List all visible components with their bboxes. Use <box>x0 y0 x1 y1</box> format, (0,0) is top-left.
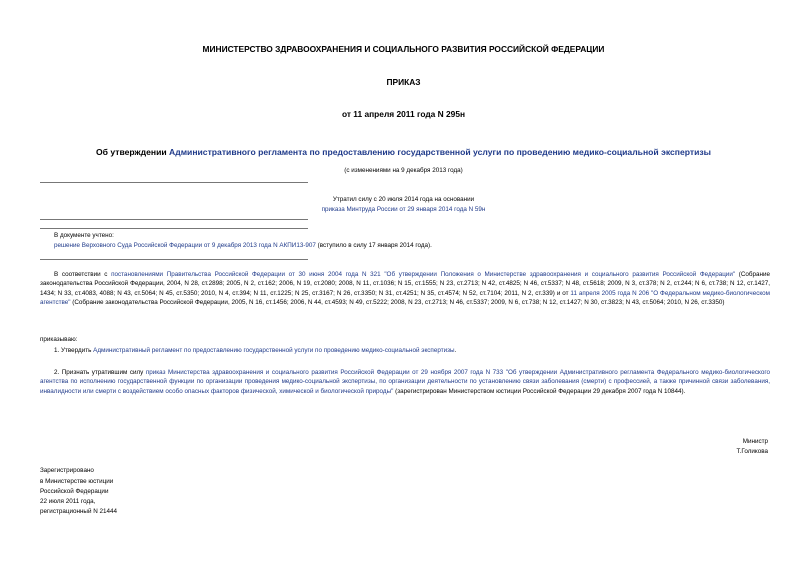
paragraph-basis <box>40 270 770 307</box>
changes-note: (с изменениями на 9 декабря 2013 года) <box>344 167 463 174</box>
doc-date-number: от 11 апреля 2011 года N 295н <box>341 109 466 119</box>
ministry-heading: МИНИСТЕРСТВО ЗДРАВООХРАНЕНИЯ И СОЦИАЛЬНОГО РАЗВИТИЯ РОССИЙСКОЙ ФЕДЕРАЦИИ <box>202 44 605 54</box>
text: (зарегистрирован Министерством юстиции Российской Федерации 29 декабря 2007 года N 10844). <box>393 387 686 395</box>
text: (Собрание законодательства Российской Федерации, 2004, N 28, ст.2898; 2005, N 2, ст.162; 2006, N 19, ст.2080; 2008, N 11, ст.1036; N 15, ст.1555; N 23, ст.2713; N 42, ст.4825; N 46, ст.5337; N 48, ст.5618; 2009, N 3, ст.378; N 2, ст.244; N 6, ст.738; N 12, ст.1427, 1434; N 33, ст.4083, 4088; N 43, ст.5064; N 45, ст.5350; 2010, N 4, ст.394; N 11, ст.1225; N 25, ст.3167; N 26, ст.3350; N 31, ст.4251; N 35, ст.4574; N 52, ст.7104; 2011, N 2, ст.339) и от <box>40 271 770 297</box>
item-1 <box>40 346 770 355</box>
text: 1. Утвердить <box>54 347 94 354</box>
divider <box>40 219 308 220</box>
registration-line: Зарегистрировано <box>40 467 94 474</box>
text: 2. Признать утратившим силу <box>54 369 146 376</box>
title-regulation-link[interactable]: Административного регламента по предоставлению государственной услуги по проведению медико-социальной экспертизы <box>169 147 711 157</box>
divider <box>40 228 308 229</box>
divider <box>40 259 308 260</box>
signature-name: Т.Голикова <box>736 448 768 455</box>
item-2 <box>40 368 770 396</box>
orders-word: приказываю: <box>40 336 78 343</box>
doc-title <box>0 147 807 157</box>
order-733-link[interactable]: приказ Министерства здравоохранения и социального развития Российской Федерации от 29 ноября 2007 года N 733 "Об утверждении Административного регламента Федерального медико-биологического агентства по исполнению государственной функции по организации проведения медико-социальной экспертизы, по организации деятельности по установлению связи заболевания (смерти) с профессией, а также причинной связи заболевания, инвалидности или смерти с воздействием особо опасных факторов физической, химической и биологической природы" <box>40 369 770 395</box>
title-prefix: Об утверждении <box>96 147 170 157</box>
registration-line: в Министерстве юстиции <box>40 478 114 485</box>
lost-force-link-row <box>0 205 807 214</box>
text: В соответствии с <box>54 271 112 278</box>
registration-line: Российской Федерации <box>40 488 109 495</box>
in-doc-suffix: (вступило в силу 17 января 2014 года). <box>315 242 432 249</box>
lost-force-text: Утратил силу с 20 июля 2014 года на основании <box>332 196 475 203</box>
supreme-court-decision-link[interactable]: решение Верховного Суда Российской Федерации от 9 декабря 2013 года N АКПИ13-907 <box>54 242 316 249</box>
divider <box>40 182 308 183</box>
in-doc-row <box>54 241 754 250</box>
doc-type: ПРИКАЗ <box>386 77 421 87</box>
registration-line: регистрационный N 21444 <box>40 508 118 515</box>
government-decree-321-link[interactable]: постановлениями Правительства Российской Федерации от 30 июня 2004 года N 321 "Об утверждении Положения о Министерстве здравоохранения и социального развития Российской Федерации" <box>111 271 736 278</box>
regulation-link[interactable]: Административный регламент по предоставлению государственной услуги по проведению медико-социальной экспертизы <box>93 347 455 354</box>
text: . <box>454 347 457 354</box>
lost-force-order-link[interactable]: приказа Минтруда России от 29 января 2014 года N 59н <box>321 206 486 213</box>
registration-line: 22 июля 2011 года, <box>40 498 96 505</box>
text: (Собрание законодательства Российской Федерации, 2005, N 16, ст.1456; 2006, N 44, ст.4593; N 49, ст.5222; 2008, N 23, ст.2713; N 46, ст.5337; 2009, N 6, ст.738; N 12, ст.1427; N 30, ст.3823; N 43, ст.5064; 2010, N 26, ст.3350) <box>70 298 725 306</box>
in-doc-label: В документе учтено: <box>54 232 114 239</box>
signature-role: Министр <box>742 438 768 445</box>
decree-206-link[interactable]: 11 апреля 2005 года N 206 "О Федеральном медико-биологическом агентстве" <box>40 289 770 306</box>
